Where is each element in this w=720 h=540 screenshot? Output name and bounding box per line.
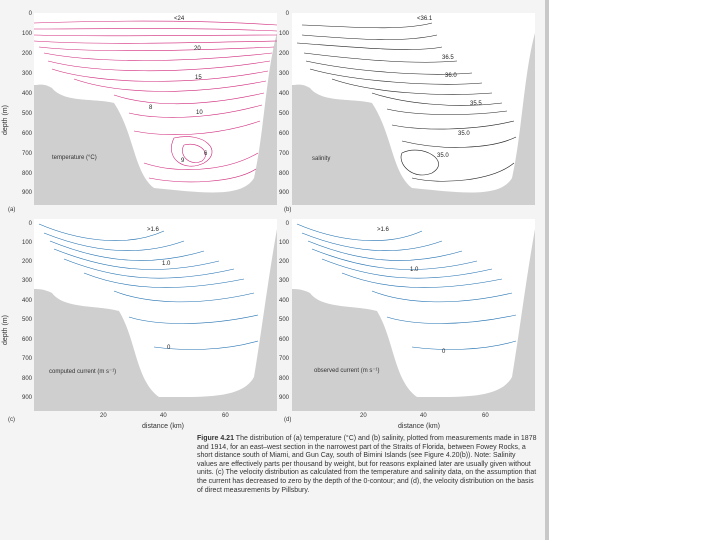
caption-text: The distribution of (a) temperature (°C) and (b) salinity, plotted from measurements made in 1878 and 1914, for an east–west section in the narrowest part of the Straits of Florida, between Fowey Rocks, a short distance south of Miami, and Gun Cay, south of Bimini Islands (see Figure 4.20(b)). Note: Salinity values are effectively parts per thousand by weight, but for reasons explained later are usually given without units. (c) The velocity distribution as calculated from the temperature and salinity data, on the assumption that the current has decreased to zero by the depth of the 0-contour; and (d), the velocity distribution on the basis of direct measurements by Pillsbury.: [197, 435, 537, 494]
bottom-depth-tick: 500: [21, 317, 32, 323]
observed-current-label-1-6: >1.6: [377, 227, 389, 233]
top-right-depth-tick: 800: [278, 171, 289, 177]
salinity-label-36-1: <36.1: [417, 16, 433, 22]
caption-lead: Figure 4.21: [197, 435, 234, 442]
x-axis-label-right: distance (km): [398, 423, 441, 430]
panel-salinity: [292, 13, 535, 205]
bottom-right-depth-tick: 0: [285, 221, 289, 227]
top-depth-tick: 700: [21, 151, 32, 157]
top-depth-tick: 400: [21, 91, 32, 97]
bottom-right-depth-tick: 300: [278, 278, 289, 284]
x-tick-right-60: 60: [482, 413, 489, 419]
x-tick-right-40: 40: [420, 413, 427, 419]
y-axis-label-top: depth (m): [2, 105, 9, 135]
top-depth-tick: 800: [21, 171, 32, 177]
bottom-depth-tick: 0: [28, 221, 32, 227]
observed-current-label-1-0: 1.0: [410, 267, 419, 273]
top-right-depth-tick: 600: [278, 131, 289, 137]
temperature-label-10: 10: [196, 110, 203, 116]
salinity-label-35-0b: 35.0: [437, 153, 449, 159]
top-right-depth-tick: 100: [278, 31, 289, 37]
computed-current-legend: computed current (m s⁻¹): [49, 369, 117, 375]
bottom-right-depth-tick: 200: [278, 259, 289, 265]
computed-current-label-0: 0: [167, 345, 171, 351]
top-depth-tick: 900: [21, 190, 32, 196]
top-right-depth-tick: 200: [278, 51, 289, 57]
x-axis-label-left: distance (km): [142, 423, 185, 430]
panel-letter-d: (d): [284, 417, 292, 423]
top-right-depth-tick: 400: [278, 91, 289, 97]
computed-current-label-1-6: >1.6: [147, 227, 159, 233]
panel-computed-current: [34, 219, 277, 411]
y-axis-label-bottom: depth (m): [2, 315, 9, 345]
panel-letter-a: (a): [8, 207, 16, 213]
bottom-depth-tick: 400: [21, 298, 32, 304]
bottom-depth-tick: 700: [21, 356, 32, 362]
x-tick-right-20: 20: [360, 413, 367, 419]
top-depth-tick: 500: [21, 111, 32, 117]
bottom-depth-tick: 200: [21, 259, 32, 265]
salinity-contours: [292, 13, 535, 205]
top-right-depth-tick: 700: [278, 151, 289, 157]
top-right-depth-tick: 0: [285, 11, 289, 17]
observed-current-legend: observed current (m s⁻¹): [314, 368, 380, 374]
salinity-label-35-5: 35.5: [470, 101, 482, 107]
top-depth-tick: 300: [21, 71, 32, 77]
computed-current-label-1-0: 1.0: [162, 261, 171, 267]
bottom-depth-tick: 600: [21, 337, 32, 343]
bottom-depth-tick: 900: [21, 395, 32, 401]
top-depth-tick: 200: [21, 51, 32, 57]
bottom-right-depth-tick: 100: [278, 240, 289, 246]
bottom-right-depth-tick: 500: [278, 317, 289, 323]
bottom-right-depth-tick: 900: [278, 395, 289, 401]
panel-letter-c: (c): [8, 417, 15, 423]
panel-observed-current: [292, 219, 535, 411]
top-right-depth-tick: 300: [278, 71, 289, 77]
bottom-depth-tick: 800: [21, 376, 32, 382]
temperature-label-15: 15: [195, 75, 202, 81]
figure-caption: [197, 435, 537, 495]
top-right-depth-tick: 500: [278, 111, 289, 117]
bottom-depth-tick: 100: [21, 240, 32, 246]
salinity-legend: salinity: [312, 156, 331, 162]
top-right-depth-tick: 900: [278, 190, 289, 196]
bottom-right-depth-tick: 600: [278, 337, 289, 343]
top-depth-tick: 600: [21, 131, 32, 137]
x-tick-left-60: 60: [222, 413, 229, 419]
salinity-label-36-5: 36.5: [442, 55, 454, 61]
x-tick-left-20: 20: [100, 413, 107, 419]
bottom-right-depth-tick: 800: [278, 376, 289, 382]
observed-current-contours: [292, 219, 535, 411]
page-edge: [545, 0, 549, 540]
temperature-contours: [34, 13, 277, 205]
computed-current-contours: [34, 219, 277, 411]
observed-current-label-0: 0: [442, 349, 446, 355]
bottom-right-depth-tick: 700: [278, 356, 289, 362]
temperature-label-6: 6: [204, 151, 208, 157]
temperature-label-24: <24: [174, 16, 185, 22]
temperature-legend: temperature (°C): [52, 155, 97, 161]
top-depth-tick: 100: [21, 31, 32, 37]
salinity-label-35-0a: 35.0: [458, 131, 470, 137]
temperature-label-9: 9: [181, 158, 185, 164]
salinity-label-36-0: 36.0: [445, 73, 457, 79]
panel-temperature: [34, 13, 277, 205]
temperature-label-8: 8: [149, 105, 153, 111]
bottom-depth-tick: 300: [21, 278, 32, 284]
x-tick-left-40: 40: [160, 413, 167, 419]
bottom-right-depth-tick: 400: [278, 298, 289, 304]
panel-letter-b: (b): [284, 207, 292, 213]
top-depth-tick: 0: [28, 11, 32, 17]
temperature-label-20: 20: [194, 46, 201, 52]
